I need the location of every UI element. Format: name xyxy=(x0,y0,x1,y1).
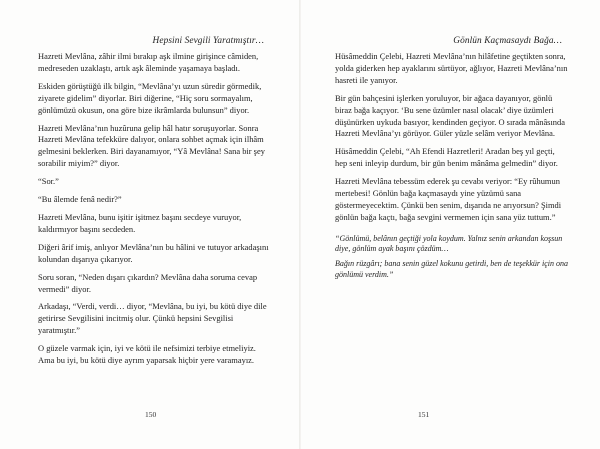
paragraph: Arkadaşı, “Verdi, verdi… diyor, “Mevlâna, bu iyi, bu kötü diye dile getirirse Sevgilisini incitmiş olur. Çünkü hepsini Sevgilisi yaratmıştır.” xyxy=(38,301,267,336)
paragraph: Hazreti Mevlâna, bunu işitir işitmez başını secdeye vuruyor, kaldırmıyor başını secdeden. xyxy=(38,211,242,234)
paragraph: Eskiden görüştüğü ilk bilgin, “Mevlâna’yı uzun süredir görmedik, ziyarete gidelim” diyorlar. Biri diğerine, “Hiç soru sormayalım, gönlümüzü okusun, ona göre bize ikrâmlarda bulunsun” diyor. xyxy=(38,80,262,115)
running-head-right: Gönlün Kaçmasaydı Bağa… xyxy=(453,36,562,46)
page-number-left: 150 xyxy=(145,410,157,419)
page-number-right: 151 xyxy=(418,410,430,419)
poem-quote xyxy=(335,234,569,280)
paragraph: Bir gün bahçesini işlerken yoruluyor, bir ağaca dayanıyor, gönlü biraz bağa kaçıyor. ‘Bu sene üzümler nasıl olacak’ diye üzümleri düşünürken uykuda basıyor, kendinden geçiyor. O sırada mânâsında Hazreti Mevlâna’yı görüyor. Güler yüzle selâm veriyor Mevlâna. xyxy=(335,92,565,139)
running-head-left: Hepsini Sevgili Yaratmıştır… xyxy=(152,36,264,46)
paragraph: Hazreti Mevlâna, zâhir ilmi bırakıp aşk ilmine girişince câmiden, medreseden uzaklaştı, artık aşk âleminde yaşamaya başladı. xyxy=(38,51,259,73)
paragraph: Hazreti Mevlâna’nın huzûruna gelip hâl hatır soruşuyorlar. Sonra Hazreti Mevlâna tefekküre dalıyor, onlara sohbet açmak için ilhâm gelmesini beklerken. Biri dayanamıyor, “Yâ Mevlâna! Sana bir şey sorabilir miyim?” diyor. xyxy=(38,122,265,169)
paragraph: Hüsâmeddin Çelebi, Hazreti Mevlâna’nın hilâfetine geçtikten sonra, yolda giderken hep ayaklarını sürtüyor, ağlıyor, Hazreti Mevlâna’nın hasreti ile yanıyor. xyxy=(335,51,568,85)
paragraph: Hüsâmeddin Çelebi, “Ah Efendi Hazretleri! Aradan beş yıl geçti, hep seni inleyip durdum, bir gün benim mânâma gelmedin” diyor. xyxy=(335,146,558,169)
quote-line: “Gönlümü, belânın geçtiği yola koydum. Yalnız senin arkandan koşsun diye, gönlüm ayak başını çözdüm… xyxy=(335,233,563,254)
paragraph: Diğeri ârif imiş, anlıyor Mevlâna’nın bu hâlini ve tutuyor arkadaşını kolundan dışarıya çıkarıyor. xyxy=(38,241,269,264)
paragraph: O güzele varmak için, iyi ve kötü ile nefsimizi terbiye etmeliyiz. Ama bu iyi, bu kötü diye ayrım yaparsak hiçbir yere varamayız. xyxy=(38,343,256,366)
paragraph: Soru soran, “Neden dışarı çıkardın? Mevlâna daha soruma cevap vermedi” diyor. xyxy=(38,271,258,294)
left-page-body xyxy=(38,51,270,373)
paragraph: Hazreti Mevlâna tebessüm ederek şu cevabı veriyor: “Ey rûhumun mertebesi! Gönlün bağa kaçmasaydı yine yüzümü sana göstermeyecektim. Çünkü ben senim, dışarıda ne arıyorsun? Şimdi gönlün bağa kaçtı, bağa sevgini vermemen için sana yüz tuttum.” xyxy=(335,176,562,222)
right-page-body xyxy=(335,51,569,284)
paragraph: “Sor.” xyxy=(38,176,59,187)
right-page xyxy=(301,0,600,449)
paragraph: “Bu âlemde fenâ nedir?” xyxy=(38,194,122,205)
quote-line: Bağın rüzgârı; bana senin güzel kokunu getirdi, ben de teşekkür için ona gönlümü verdim.” xyxy=(335,258,568,279)
